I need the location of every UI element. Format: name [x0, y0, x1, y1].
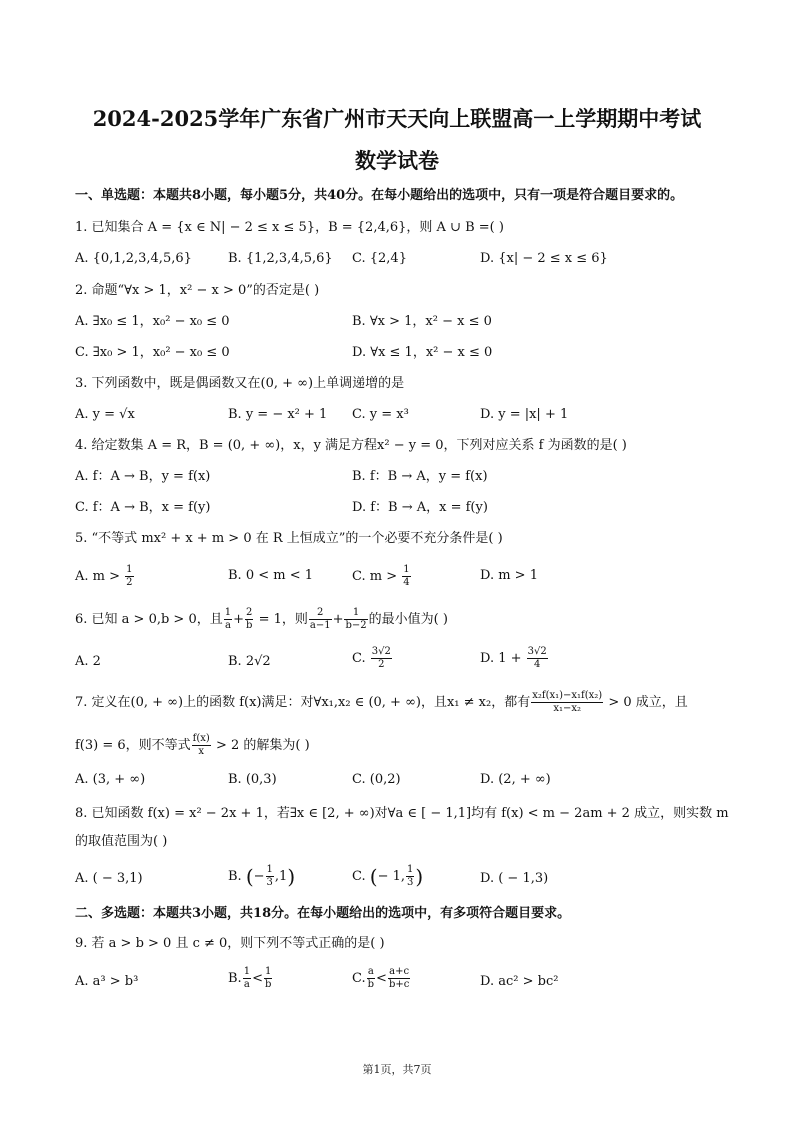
q6-stem-suffix: 的最小值为( ) — [368, 612, 448, 627]
q5-option-c-fraction — [402, 564, 410, 589]
fraction-numerator: f(x) — [192, 733, 210, 744]
q5-option-c — [352, 564, 412, 589]
fraction-denominator: a — [243, 979, 250, 990]
q3-option-c: C. y = x³ — [352, 407, 409, 422]
question-5-stem: 5. “不等式 mx² + x + m > 0 在 R 上恒成立”的一个必要不充分条件是( ) — [75, 531, 503, 546]
q6-option-b: B. 2√2 — [228, 654, 271, 669]
q1-option-a: A. {0,1,2,3,4,5,6} — [75, 251, 192, 266]
fraction-denominator: b+c — [388, 979, 410, 990]
q5-option-d: D. m > 1 — [480, 568, 538, 583]
fraction-numerator: 1 — [266, 864, 273, 875]
q8-option-c — [352, 864, 423, 889]
fraction-denominator: 3 — [407, 877, 414, 888]
less-than-sign: < — [376, 971, 387, 986]
fraction-numerator: 1 — [243, 966, 251, 977]
q7-line2-prefix: f(3) = 6，则不等式 — [75, 738, 191, 753]
fraction-denominator: b — [264, 979, 272, 990]
fraction-numerator: a+c — [389, 966, 410, 977]
q5-option-a-prefix: A. m > — [75, 569, 121, 584]
q7-fraction — [531, 690, 603, 715]
q2-option-d: D. ∀x ≤ 1，x² − x ≤ 0 — [352, 345, 493, 360]
q2-option-b: B. ∀x > 1，x² − x ≤ 0 — [352, 314, 492, 329]
q9-option-a: A. a³ > b³ — [75, 974, 139, 989]
q6-option-d — [480, 646, 549, 671]
fraction-numerator: a — [367, 966, 374, 977]
q1-option-b: B. {1,2,3,4,5,6} — [228, 251, 333, 266]
q1-option-c: C. {2,4} — [352, 251, 407, 266]
q9-option-c-fraction-1 — [367, 966, 375, 991]
section-heading-single-choice: 一、单选题：本题共8小题，每小题5分，共40分。在每小题给出的选项中，只有一项是符合题目要求的。 — [75, 188, 684, 203]
q4-option-c: C. f：A → B，x = f(y) — [75, 500, 211, 515]
fraction-denominator: x — [198, 746, 205, 757]
q9-option-d: D. ac² > bc² — [480, 974, 559, 989]
section-heading-multiple-choice: 二、多选题：本题共3小题，共18分。在每小题给出的选项中，有多项符合题目要求。 — [75, 906, 571, 921]
question-9-stem: 9. 若 a > b > 0 且 c ≠ 0，则下列不等式正确的是( ) — [75, 936, 385, 951]
question-3-stem: 3. 下列函数中，既是偶函数又在(0, + ∞)上单调递增的是 — [75, 376, 405, 391]
fraction-denominator: x₁−x₂ — [553, 703, 582, 714]
fraction-denominator: b−2 — [345, 620, 367, 631]
fraction-numerator: 1 — [224, 607, 232, 618]
q3-option-b: B. y = − x² + 1 — [228, 407, 328, 422]
q7-option-d: D. (2, + ∞) — [480, 772, 551, 787]
q8-option-c-fraction — [406, 864, 414, 889]
q6-option-d-fraction — [527, 646, 548, 671]
q6-fraction-1 — [224, 607, 232, 632]
q8-option-d: D. ( − 1,3) — [480, 871, 549, 886]
left-paren: ( — [369, 864, 378, 889]
minus-sign: − — [253, 869, 265, 884]
fraction-numerator: 3√2 — [371, 646, 391, 657]
q9-option-b — [228, 966, 273, 991]
question-2-stem: 2. 命题“∀x > 1，x² − x > 0”的否定是( ) — [75, 283, 320, 298]
q7-stem-suffix: > 0 成立，且 — [608, 695, 688, 710]
fraction-numerator: 1 — [126, 564, 133, 575]
q6-fraction-2 — [245, 607, 253, 632]
q7-option-c: C. (0,2) — [352, 772, 401, 787]
fraction-numerator: x₂f(x₁)−x₁f(x₂) — [532, 690, 603, 701]
exam-title: 2024-2025学年广东省广州市天天向上联盟高一上学期期中考试 — [92, 106, 702, 131]
question-1-stem: 1. 已知集合 A = {x ∈ N| − 2 ≤ x ≤ 5}，B = {2,4,6}，则 A ∪ B =( ) — [75, 220, 504, 235]
q9-option-c-prefix: C. — [352, 971, 366, 986]
q6-option-a: A. 2 — [75, 654, 101, 669]
q5-option-a-fraction — [125, 564, 133, 589]
q7-stem-prefix: 7. 定义在(0, + ∞)上的函数 f(x)满足：对∀x₁,x₂ ∈ (0, + ∞)，且x₁ ≠ x₂，都有 — [75, 695, 531, 710]
plus-sign: + — [332, 612, 344, 627]
fraction-denominator: a — [224, 620, 231, 631]
question-4-stem: 4. 给定数集 A = R，B = (0, + ∞)，x，y 满足方程x² − y = 0，下列对应关系 f 为函数的是( ) — [75, 438, 627, 453]
fraction-denominator: 4 — [534, 659, 541, 670]
q7-option-a: A. (3, + ∞) — [75, 772, 146, 787]
q6-option-d-prefix: D. 1 + — [480, 651, 522, 666]
q7-line2-fraction — [192, 733, 211, 758]
q8-option-a: A. ( − 3,1) — [75, 871, 143, 886]
q9-option-b-prefix: B. — [228, 971, 242, 986]
fraction-denominator: b — [367, 979, 375, 990]
fraction-numerator: 1 — [403, 564, 410, 575]
q7-line2-suffix: > 2 的解集为( ) — [215, 738, 310, 753]
question-8-stem: 8. 已知函数 f(x) = x² − 2x + 1，若∃x ∈ [2, + ∞)对∀a ∈ [ − 1,1]均有 f(x) < m − 2am + 2 成立，则实数 m — [75, 806, 729, 821]
question-7-stem — [75, 690, 688, 715]
fraction-numerator: 2 — [246, 607, 253, 618]
q4-option-d: D. f：B → A，x = f(y) — [352, 500, 488, 515]
q2-option-a: A. ∃x₀ ≤ 1，x₀² − x₀ ≤ 0 — [75, 314, 230, 329]
page-footer: 第1页，共7页 — [362, 1063, 432, 1076]
fraction-numerator: 2 — [309, 607, 332, 620]
q8-option-b-prefix: B. — [228, 869, 242, 884]
q1-option-d: D. {x| − 2 ≤ x ≤ 6} — [480, 251, 608, 266]
q6-stem-prefix: 6. 已知 a > 0,b > 0，且 — [75, 612, 223, 627]
q3-option-a: A. y = √x — [75, 407, 135, 422]
question-8-stem-line2: 的取值范围为( ) — [75, 834, 168, 849]
right-paren: ) — [287, 864, 296, 889]
fraction-denominator: 2 — [126, 577, 133, 588]
q9-option-c-fraction-2 — [388, 966, 410, 991]
fraction-numerator: 1 — [407, 864, 414, 875]
q4-option-a: A. f：A → B，y = f(x) — [75, 469, 211, 484]
q6-option-c-prefix: C. — [352, 651, 366, 666]
q5-option-a — [75, 564, 135, 589]
q9-option-b-fraction-1 — [243, 966, 251, 991]
q5-option-b: B. 0 < m < 1 — [228, 568, 314, 583]
exam-subtitle: 数学试卷 — [355, 148, 439, 173]
fraction-denominator: 3 — [266, 877, 273, 888]
q8-option-b-suffix: ,1 — [274, 869, 288, 884]
right-paren: ) — [415, 864, 424, 889]
q8-option-b-fraction — [266, 864, 274, 889]
q7-option-b: B. (0,3) — [228, 772, 277, 787]
q6-option-c-fraction — [371, 646, 392, 671]
fraction-denominator: 4 — [403, 577, 410, 588]
fraction-denominator: a−1 — [309, 620, 331, 631]
q8-option-c-prefix: C. — [352, 869, 366, 884]
q9-option-c — [352, 966, 411, 991]
less-than-sign: < — [252, 971, 263, 986]
fraction-numerator: 3√2 — [527, 646, 547, 657]
q6-stem-middle: = 1，则 — [258, 612, 308, 627]
q6-fraction-3 — [309, 607, 332, 632]
q6-option-c — [352, 646, 393, 671]
q3-option-d: D. y = |x| + 1 — [480, 407, 569, 422]
question-6-stem — [75, 607, 448, 632]
q5-option-c-prefix: C. m > — [352, 569, 398, 584]
left-paren: ( — [245, 864, 254, 889]
question-7-stem-line2 — [75, 733, 310, 758]
fraction-denominator: 2 — [378, 659, 385, 670]
q9-option-b-fraction-2 — [264, 966, 272, 991]
fraction-numerator: 1 — [264, 966, 272, 977]
q6-fraction-4 — [344, 607, 367, 632]
q8-option-c-lead: − 1, — [377, 869, 406, 884]
fraction-numerator: 1 — [344, 607, 367, 620]
q2-option-c: C. ∃x₀ > 1，x₀² − x₀ ≤ 0 — [75, 345, 230, 360]
q8-option-b — [228, 864, 295, 889]
q4-option-b: B. f：B → A，y = f(x) — [352, 469, 488, 484]
plus-sign: + — [233, 612, 245, 627]
fraction-denominator: b — [246, 620, 253, 631]
